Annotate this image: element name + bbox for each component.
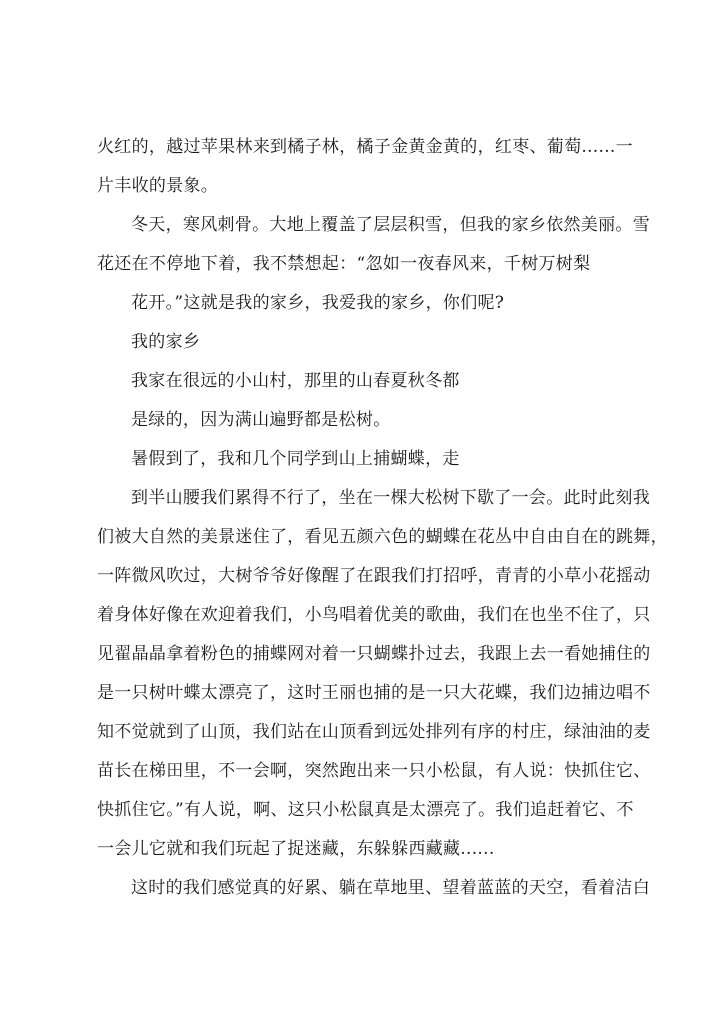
text-line: 们被大自然的美景迷住了，看见五颜六色的蝴蝶在花丛中自由自在的跳舞，	[97, 527, 668, 547]
text-line: 是一只树叶蝶太漂亮了，这时王丽也捕的是一只大花蝶，我们边捕边唱不	[97, 683, 651, 703]
text-line: 见翟晶晶拿着粉色的捕蝶网对着一只蝴蝶扑过去，我跟上去一看她捕住的	[97, 644, 651, 664]
text-line: 到半山腰我们累得不行了，坐在一棵大松树下歇了一会。此时此刻我	[131, 488, 650, 508]
text-line: 火红的，越过苹果林来到橘子林，橘子金黄金黄的，红枣、葡萄......一	[97, 137, 633, 157]
text-line: 花还在不停地下着，我不禁想起：“忽如一夜春风来，千树万树梨	[97, 254, 591, 274]
text-line: 这时的我们感觉真的好累、躺在草地里、望着蓝蓝的天空，看着洁白	[131, 878, 650, 898]
text-line: 快抓住它。”有人说，啊、这只小松鼠真是太漂亮了。我们追赶着它、不	[97, 800, 634, 820]
text-line: 是绿的，因为满山遍野都是松树。	[131, 410, 391, 430]
text-line: 花开。”这就是我的家乡，我爱我的家乡，你们呢?	[131, 293, 505, 313]
text-line: 苗长在梯田里，不一会啊，突然跑出来一只小松鼠，有人说：快抓住它、	[97, 761, 651, 781]
text-line: 知不觉就到了山顶，我们站在山顶看到远处排列有序的村庄，绿油油的麦	[97, 722, 651, 742]
text-line: 一阵微风吹过，大树爷爷好像醒了在跟我们打招呼，青青的小草小花摇动	[97, 566, 651, 586]
text-line: 片丰收的景象。	[97, 176, 219, 196]
text-line: 冬天，寒风刺骨。大地上覆盖了层层积雪，但我的家乡依然美丽。雪	[131, 215, 650, 235]
text-line: 暑假到了，我和几个同学到山上捕蝴蝶，走	[131, 449, 460, 469]
section-heading: 我的家乡	[131, 332, 201, 352]
text-line: 着身体好像在欢迎着我们，小鸟唱着优美的歌曲，我们在也坐不住了，只	[97, 605, 651, 625]
text-line: 我家在很远的小山村，那里的山春夏秋冬都	[131, 371, 460, 391]
text-line: 一会儿它就和我们玩起了捉迷藏，东躲躲西藏藏......	[97, 839, 495, 859]
